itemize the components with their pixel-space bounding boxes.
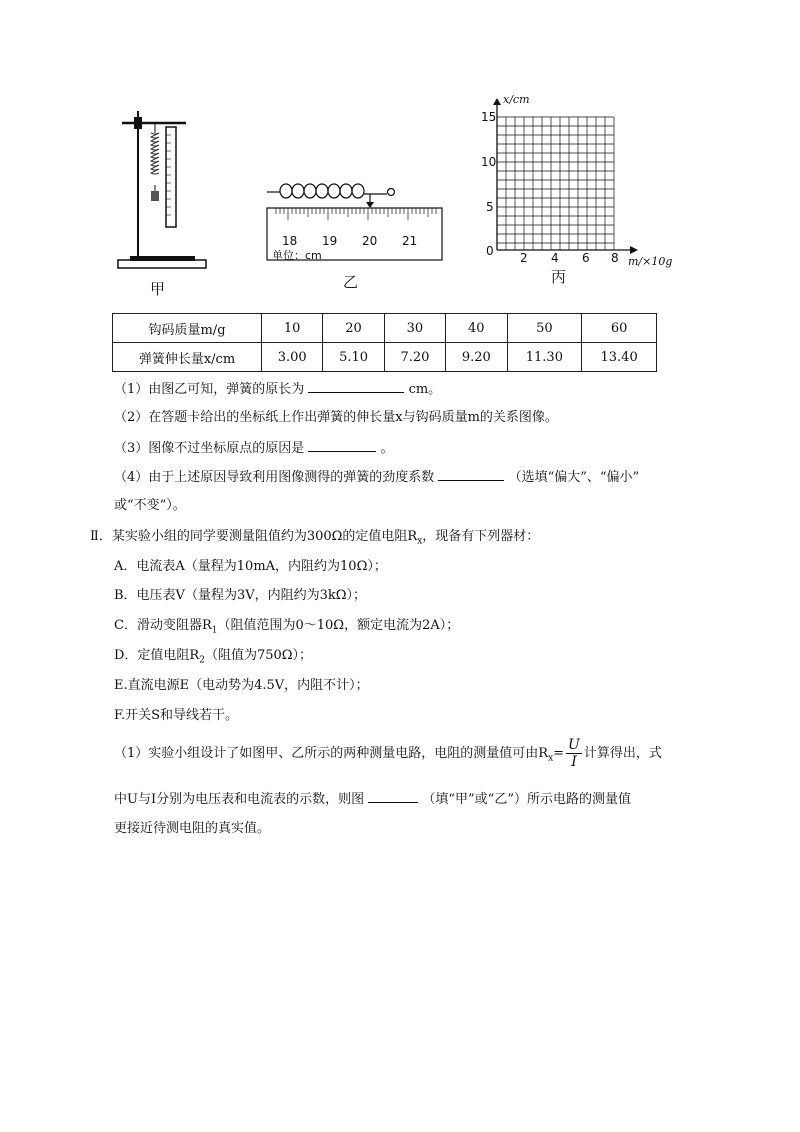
table-cell: 7.20: [384, 343, 445, 372]
graph-x-axis-label: m/×10g: [628, 255, 673, 268]
ruler-tick-18: 18: [282, 234, 298, 248]
table-cell: 13.40: [582, 343, 657, 372]
graph-x-tick-2: 2: [520, 251, 528, 265]
table-cell: 10: [262, 314, 323, 343]
table-cell: 20: [323, 314, 384, 343]
table-cell: 3.00: [262, 343, 323, 372]
table-row: [113, 343, 657, 372]
table-cell: 40: [446, 314, 507, 343]
question-4-line2: 或“不变”）。: [114, 498, 186, 513]
answer-blank[interactable]: [438, 466, 504, 481]
table-cell: 9.20: [446, 343, 507, 372]
answer-blank[interactable]: [368, 788, 418, 803]
question-2: （2）在答题卡给出的坐标纸上作出弹簧的伸长量x与钩码质量m的关系图像。: [114, 410, 558, 425]
graph-y-tick-5: 5: [486, 200, 494, 214]
fraction-u-over-i: $\frac{U}{I}$: [568, 737, 580, 770]
question-4: （4）由于上述原因导致利用图像测得的弹簧的劲度系数 （选填“偏大”、“偏小”: [114, 466, 639, 488]
ruler-unit-label: 单位：cm: [272, 249, 322, 262]
table-cell: 11.30: [507, 343, 582, 372]
item-a: A．电流表A（量程为10mA，内阻约为10Ω）；: [114, 559, 387, 574]
question-1: （1）由图乙可知，弹簧的原长为 cm。: [114, 378, 441, 400]
graph-y-tick-15: 15: [481, 110, 497, 124]
item-e: E.直流电源E（电动势为4.5V，内阻不计）；: [114, 678, 369, 693]
graph-y-tick-0: 0: [486, 244, 494, 258]
part2-question-1: （1）实验小组设计了如图甲、乙所示的两种测量电路，电阻的测量值可由$R_x=$ $\frac{U}{I}$ 计算得出，式: [114, 737, 662, 770]
part2-intro: Ⅱ．某实验小组的同学要测量阻值约为300Ω的定值电阻$R_x$，现备有下列器材：: [90, 529, 540, 547]
table-header-extension: 弹簧伸长量x/cm: [113, 343, 262, 372]
item-f: F.开关S和导线若干。: [114, 708, 239, 723]
item-d: D．定值电阻$R_2$（阻值为750Ω）；: [114, 648, 313, 666]
figure-jia-stand: [110, 105, 215, 275]
question-3: （3）图像不过坐标原点的原因是 。: [114, 437, 394, 459]
answer-blank[interactable]: [308, 437, 376, 452]
table-row: [113, 314, 657, 343]
figure-bing-grid: [478, 95, 648, 260]
part2-question-1-line2: 中U与I分别为电压表和电流表的示数，则图 （填“甲”或“乙”）所示电路的测量值: [114, 788, 631, 810]
item-c: C．滑动变阻器$R_1$（阻值范围为0～10Ω，额定电流为2A）；: [114, 618, 460, 636]
graph-x-tick-4: 4: [551, 251, 559, 265]
figure-yi-caption: 乙: [343, 273, 359, 291]
graph-x-tick-8: 8: [611, 251, 619, 265]
table-cell: 60: [582, 314, 657, 343]
figure-bing-caption: 丙: [551, 268, 567, 286]
table-cell: 30: [384, 314, 445, 343]
table-cell: 50: [507, 314, 582, 343]
data-table: [112, 313, 657, 372]
ruler-tick-19: 19: [322, 234, 338, 248]
ruler-tick-20: 20: [362, 234, 378, 248]
table-header-mass: 钩码质量m/g: [113, 314, 262, 343]
graph-x-tick-6: 6: [582, 251, 590, 265]
graph-y-axis-label: x/cm: [503, 93, 530, 106]
graph-y-tick-10: 10: [481, 155, 497, 169]
part2-question-1-line3: 更接近待测电阻的真实值。: [114, 821, 271, 836]
figure-jia-caption: 甲: [150, 280, 166, 298]
ruler-tick-21: 21: [402, 234, 418, 248]
table-cell: 5.10: [323, 343, 384, 372]
item-b: B．电压表V（量程为3V，内阻约为3kΩ）；: [114, 588, 367, 603]
answer-blank[interactable]: [308, 378, 404, 393]
